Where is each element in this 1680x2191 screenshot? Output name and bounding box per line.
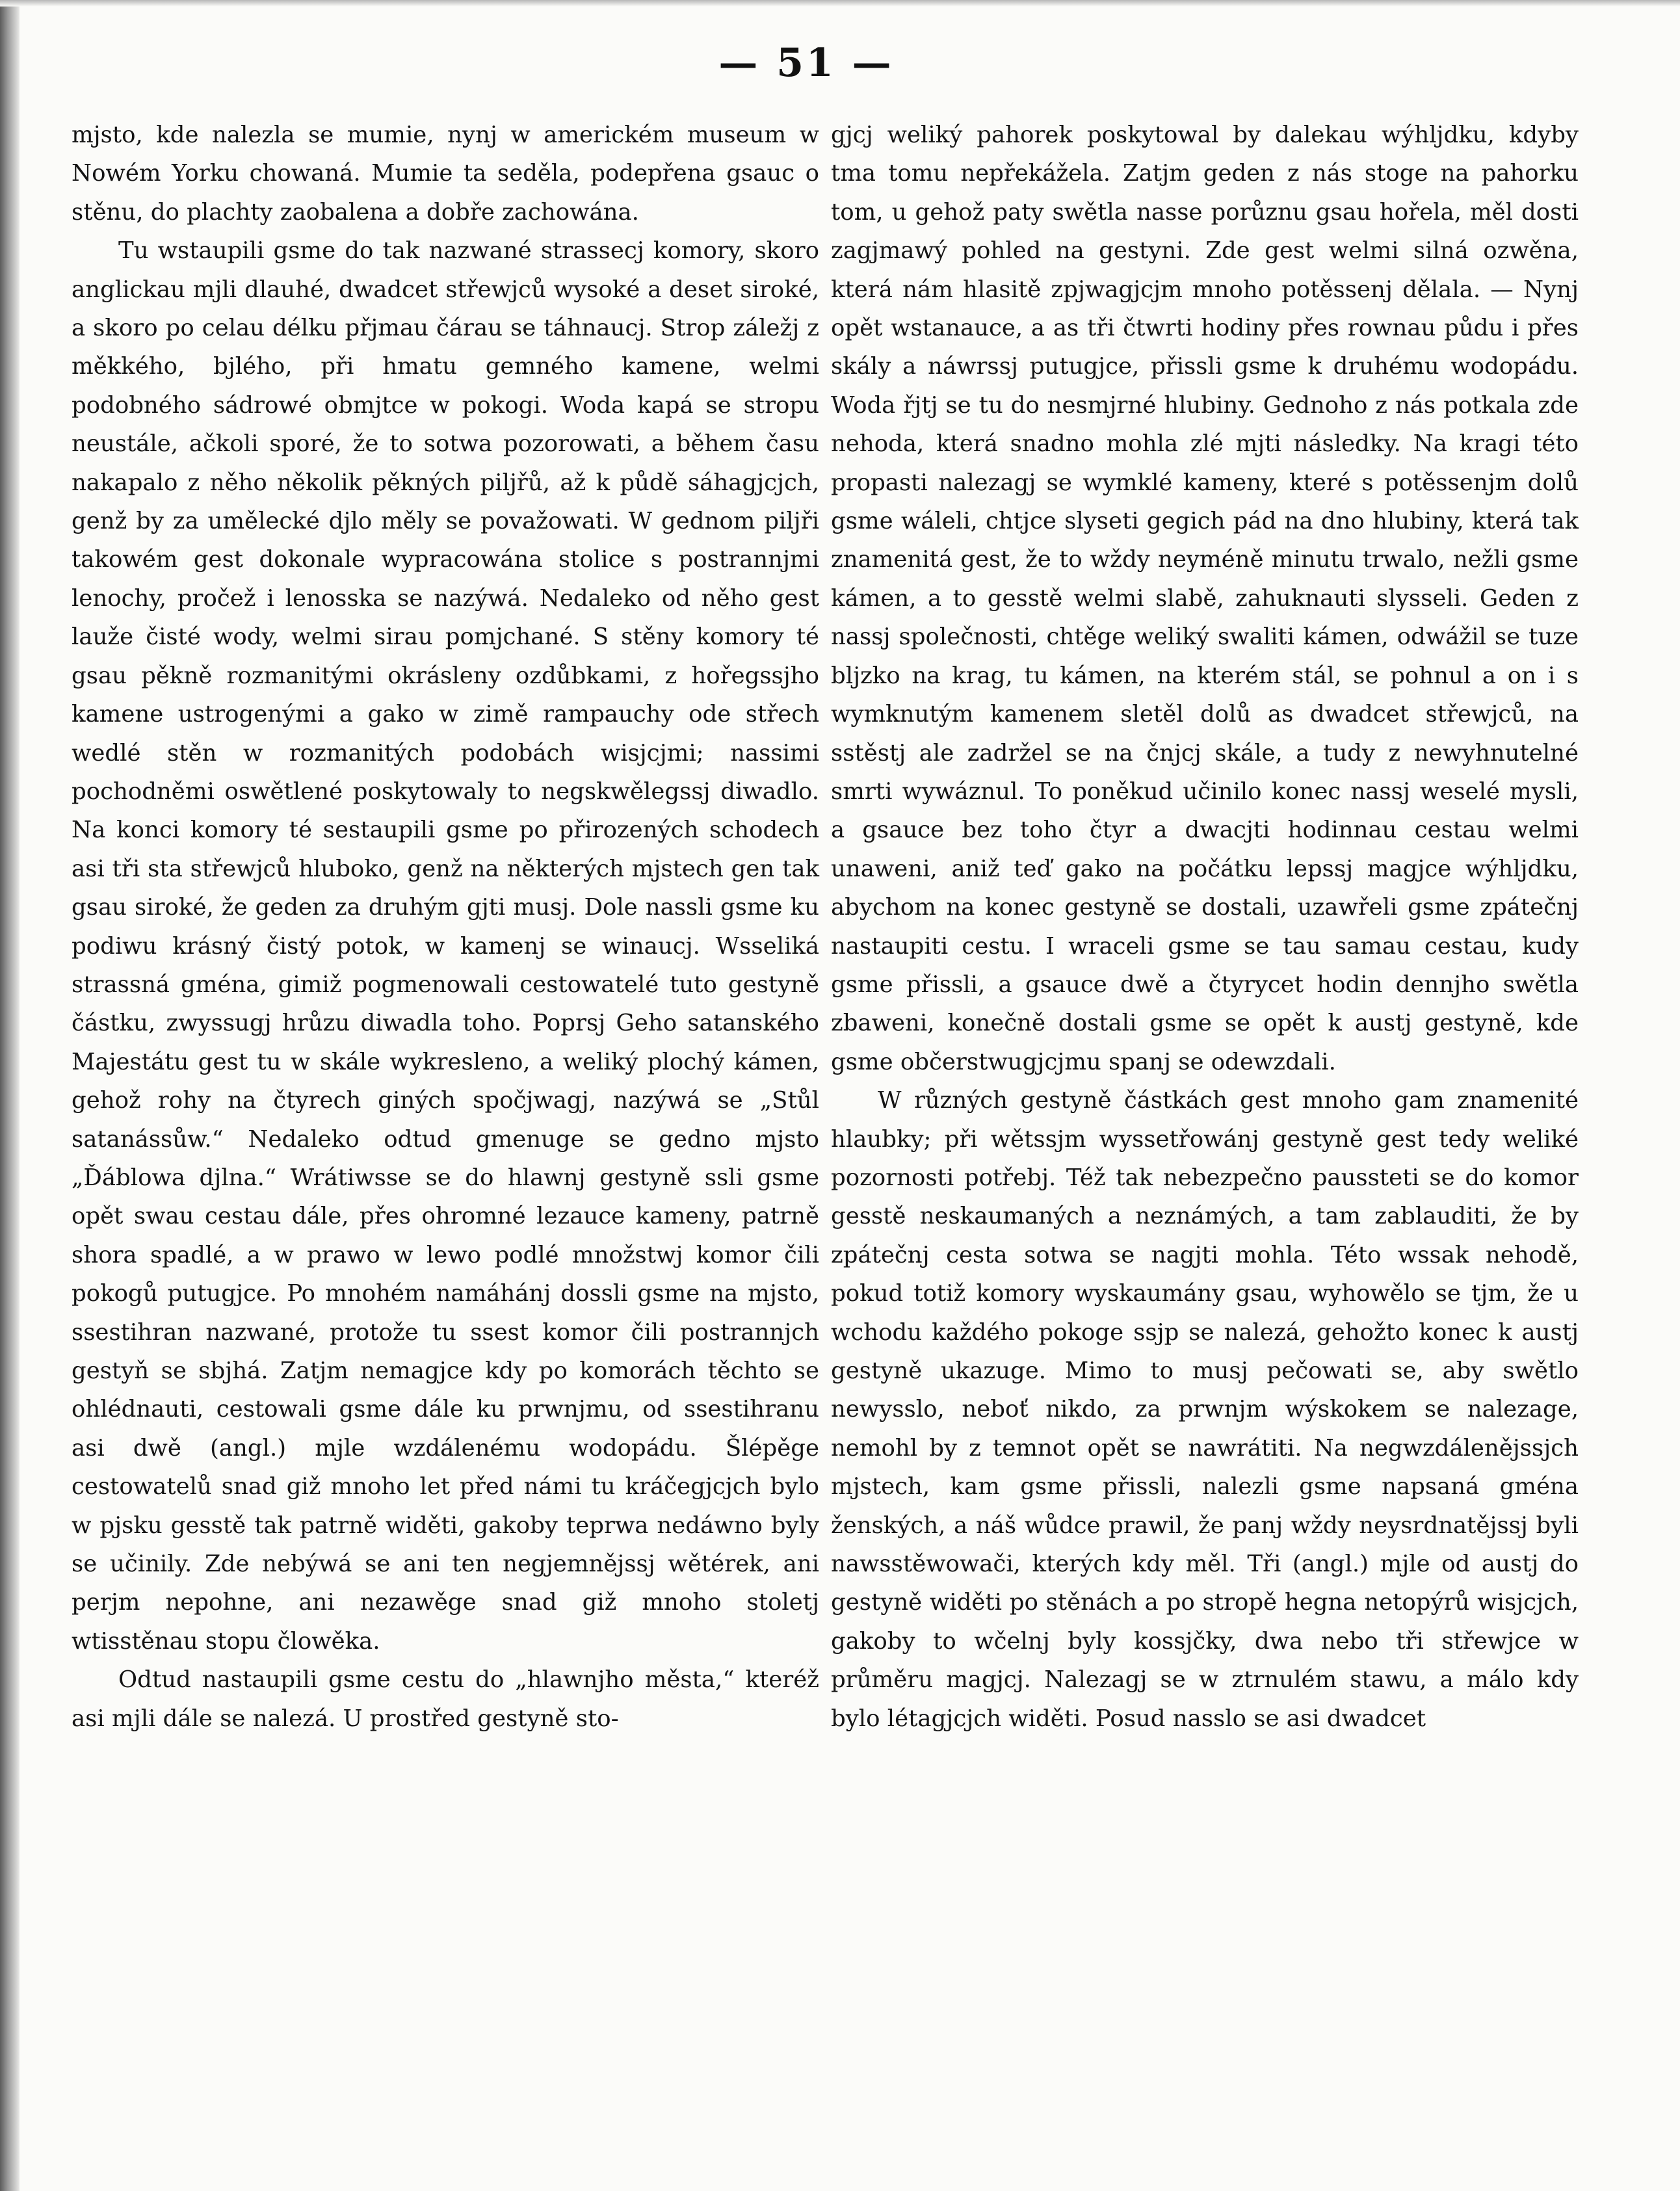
- page-binding-edge: [0, 0, 20, 2191]
- left-paragraph-2: Tu wstaupili gsme do tak nazwané strassecj komory, skoro anglickau mjli dlauhé, dwadcet střewjců wysoké a deset siroké, a skoro po celau délku přjmau čárau se táhnaucj. Strop záležj z měkkého, bjlého, při hmatu gemného kamene, welmi podobného sádrowé obmjtce w pokogi. Woda kapá se stropu neustále, ačkoli sporé, že to sotwa pozorowati, a během času nakapalo z něho několik pěkných piljřů, až k půdě sáhagjcjch, genž by za umělecké djlo měly se považowati. W gednom piljři takowém gest dokonale wypracowána stolice s postrannjmi lenochy, pročež i lenosska se nazýwá. Nedaleko od něho gest lauže čisté wody, welmi sirau pomjchané. S stěny komory té gsau pěkně rozmanitými okrásleny ozdůbkami, z hořegssjho kamene ustrogenými a gako w zimě rampauchy ode střech wedlé stěn w rozmanitých podobách wisjcjmi; nassimi pochodněmi oswětlené poskytowaly to negskwělegssj diwadlo. Na konci komory té sestaupili gsme po přirozených schodech asi tři sta střewjců hluboko, genž na některých mjstech gen tak gsau siroké, že geden za druhým gjti musj. Dole nassli gsme ku podiwu krásný čistý potok, w kamenj se winaucj. Wsseliká strassná gména, gimiž pogmenowali cestowatelé tuto gestyně částku, zwyssugj hrůzu diwadla toho. Poprsj Geho satanského Majestátu gest tu w skále wykresleno, a weliký plochý kámen, gehož rohy na čtyrech giných spočjwagj, nazýwá se „Stůl satanássůw.“ Nedaleko odtud gmenuge se gedno mjsto „Ďáblowa djlna.“ Wrátiwsse se do hlawnj gestyně ssli gsme opět swau cestau dále, přes ohromné lezauce kameny, patrně shora spadlé, a w prawo w lewo podlé množstwj komor čili pokogů putugjce. Po mnohém namáhánj dossli gsme na mjsto, ssestihran nazwané, protože tu ssest komor čili postrannjch gestyň se sbjhá. Zatjm nemagjce kdy po komorách těchto se ohlédnauti, cestowali gsme dále ku prwnjmu, od ssestihranu asi dwě (angl.) mjle wzdálenému wodopádu. Šlépěge cestowatelů snad giž mnoho let před námi tu kráčegjcjch bylo w pjsku gesstě tak patrně widěti, gakoby teprwa nedáwno byly se učinily. Zde nebýwá se ani ten negjemnějssj wětérek, ani perjm nepohne, ani nezawěge snad giž mnoho stoletj wtisstěnau stopu člowěka.: [72, 237, 819, 1655]
- page-top-edge: [0, 0, 1680, 7]
- left-paragraph-1: mjsto, kde nalezla se mumie, nynj w americkém museum w Nowém Yorku chowaná. Mumie ta seděla, podepřena gsauc o stěnu, do plachty zaobalena a dobře zachowána.: [72, 122, 819, 226]
- right-paragraph-2: W různých gestyně částkách gest mnoho gam znamenité hlaubky; při wětssjm wyssetřowánj gestyně gest tedy weliké pozornosti potřebj. Též tak nebezpečno paussteti se do komor gesstě neskaumaných a neznámých, a tam zablauditi, že by zpátečnj cesta sotwa se nagjti mohla. Této wssak nehodě, pokud totiž komory wyskaumány gsau, wyhowělo se tjm, že u wchodu každého pokoge ssjp se nalezá, gehožto konec k austj gestyně ukazuge. Mimo to musj pečowati se, aby swětlo newysslo, neboť nikdo, za prwnjm wýskokem se nalezage, nemohl by z temnot opět se nawrátiti. Na negwzdálenějssjch mjstech, kam gsme přissli, nalezli gsme napsaná gména ženských, a náš wůdce prawil, že panj wždy neysrdnatějssj byli nawsstěwowači, kterých kdy měl. Tři (angl.) mjle od austj do gestyně widěti po stěnách a po stropě hegna netopýrů wisjcjch, gakoby to wčelnj byly kossjčky, dwa nebo tři střewjce w průměru magjcj. Nalezagj se w ztrnulém stawu, a málo kdy bylo létagjcjch widěti. Posud nasslo se asi dwadcet: [831, 1087, 1579, 1732]
- left-paragraph-3: Odtud nastaupili gsme cestu do „hlawnjho města,“ kteréž asi mjli dále se nalezá. U prostřed gestyně sto-: [72, 1666, 819, 1732]
- right-paragraph-1: gjcj weliký pahorek poskytowal by dalekau wýhljdku, kdyby tma tomu nepřekážela. Zatjm geden z nás stoge na pahorku tom, u gehož paty swětla nasse porůznu gsau hořela, měl dosti zagjmawý pohled na gestyni. Zde gest welmi silná ozwěna, která nám hlasitě zpjwagjcjm mnoho potěssenj dělala. — Nynj opět wstanauce, a as tři čtwrti hodiny přes rownau půdu i přes skály a náwrssj putugjce, přissli gsme k druhému wodopádu. Woda řjtj se tu do nesmjrné hlubiny. Gednoho z nás potkala zde nehoda, která snadno mohla zlé mjti následky. Na kragi této propasti nalezagj se wymklé kameny, které s potěssenjm dolů gsme wáleli, chtjce slyseti gegich pád na dno hlubiny, která tak znamenitá gest, že to wždy neyméně minutu trwalo, nežli gsme kámen, a to gesstě welmi slabě, zahuknauti slysseli. Geden z nassj společnosti, chtěge weliký swaliti kámen, odwážil se tuze bljzko na krag, tu kámen, na kterém stál, se pohnul a on i s wymknutým kamenem sletěl dolů as dwadcet střewjců, na sstěstj ale zadržel se na čnjcj skále, a tudy z newyhnutelné smrti wywáznul. To poněkud učinilo konec nassj weselé mysli, a gsauce bez toho čtyr a dwacjti hodinnau cestau welmi unaweni, aniž teď gako na počátku lepssj magjce wýhljdku, abychom na konec gestyně se dostali, uzawřeli gsme zpátečnj nastaupiti cestu. I wraceli gsme se tau samau cestau, kudy gsme přissli, a gsauce dwě a čtyrycet hodin dennjho swětla zbaweni, konečně dostali gsme se opět k austj gestyně, kde gsme občerstwugjcjmu spanj se odewzdali.: [831, 122, 1579, 1075]
- page-number: — 51 —: [718, 40, 894, 86]
- right-text-column: [831, 116, 1579, 1738]
- left-text-column: [72, 116, 819, 1738]
